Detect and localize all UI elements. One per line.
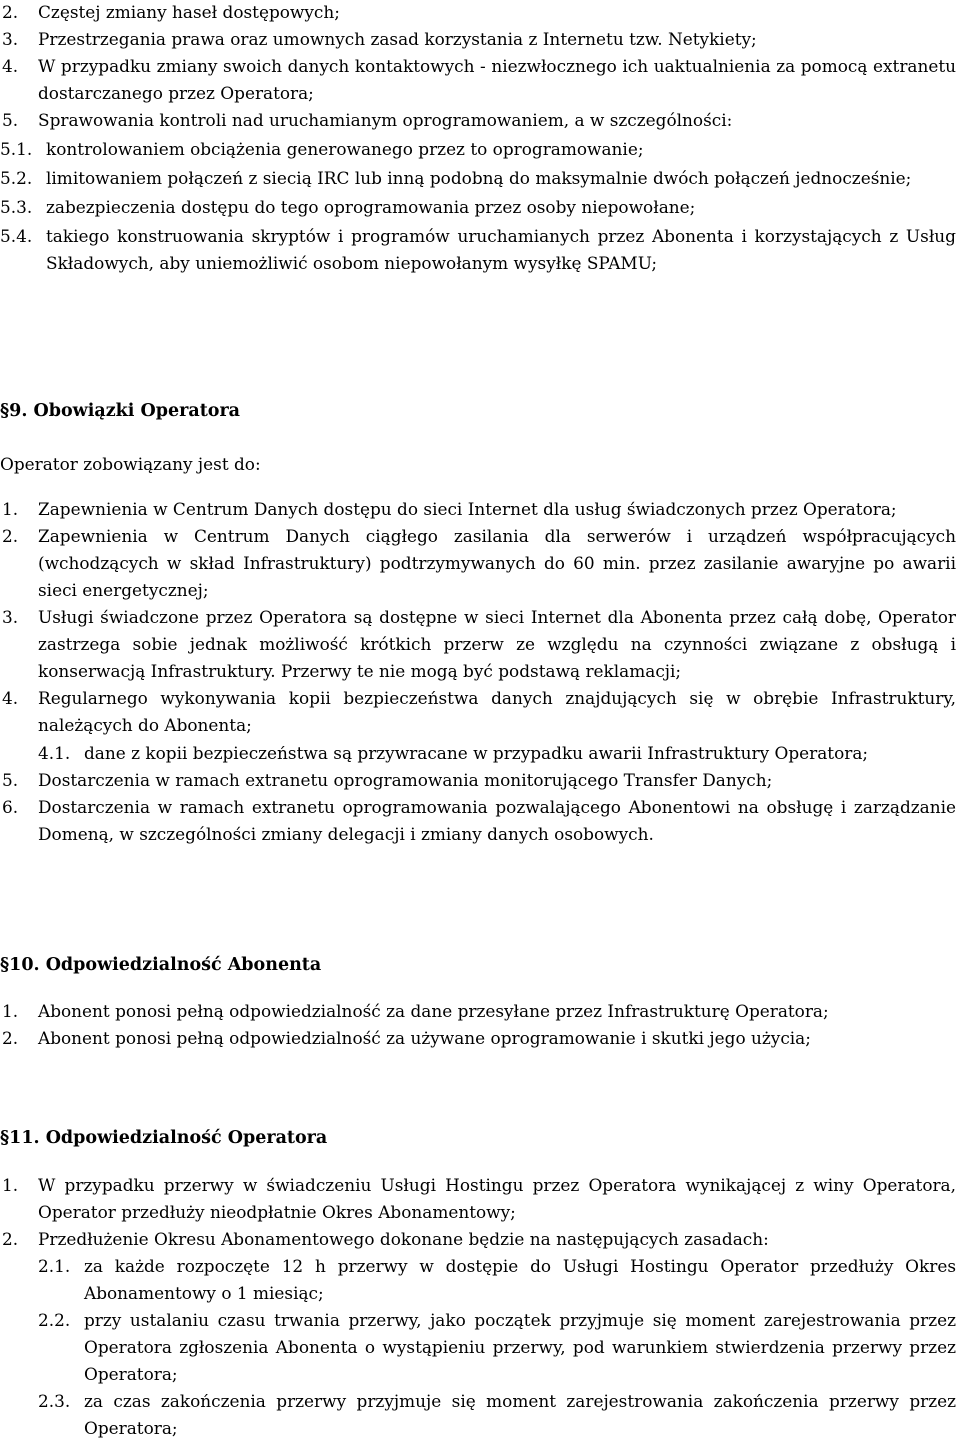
section-heading: §10. Odpowiedzialność Abonenta	[0, 955, 322, 975]
list-item	[0, 998, 956, 1025]
list-item	[0, 523, 956, 604]
sublist-text: dane z kopii bezpieczeństwa są przywracane w przypadku awarii Infrastruktury Operatora;	[84, 743, 869, 763]
list-text: Częstej zmiany haseł dostępowych;	[38, 2, 340, 22]
sublist-number: 5.2.	[0, 168, 33, 188]
sublist-item	[0, 194, 956, 221]
list-item	[0, 1025, 956, 1052]
list-text: Regularnego wykonywania kopii bezpieczeństwa danych znajdujących się w obrębie Infrastruktury, należących do Abonenta;	[38, 688, 956, 735]
list-number: 2.	[2, 1028, 19, 1048]
sublist-number: 4.1.	[38, 743, 71, 763]
sublist-number: 2.2.	[38, 1310, 71, 1330]
sublist-text: zabezpieczenia dostępu do tego oprogramowania przez osoby niepowołane;	[46, 197, 696, 217]
list-number: 2.	[2, 1229, 19, 1249]
sublist-item	[0, 136, 956, 163]
sublist-item	[0, 1388, 956, 1442]
list-number: 1.	[2, 1175, 19, 1195]
list-item	[0, 604, 956, 685]
list-number: 5.	[2, 110, 19, 130]
list-item	[0, 1172, 956, 1226]
sublist-item	[0, 740, 956, 767]
list-item	[0, 0, 956, 26]
list-text: Dostarczenia w ramach extranetu oprogramowania pozwalającego Abonentowi na obsługę i zarządzanie Domeną, w szczególności zmiany delegacji i zmiany danych osobowych.	[38, 797, 956, 844]
list-text: W przypadku zmiany swoich danych kontaktowych - niezwłocznego ich uaktualnienia za pomocą extranetu dostarczanego przez Operatora;	[38, 56, 956, 103]
section10-list	[0, 998, 956, 1052]
list-item	[0, 794, 956, 848]
list-text: Abonent ponosi pełną odpowiedzialność za dane przesyłane przez Infrastrukturę Operatora;	[38, 1001, 829, 1021]
sublist-number: 5.1.	[0, 139, 33, 159]
list-text: Usługi świadczone przez Operatora są dostępne w sieci Internet dla Abonenta przez całą dobę, Operator zastrzega sobie jednak możliwość krótkich przerw ze względu na czynności związane z obsługą i konserwacją Infrastruktury. Przerwy te nie mogą być podstawą reklamacji;	[38, 607, 956, 681]
list-number: 4.	[2, 56, 19, 76]
list-number: 5.	[2, 770, 19, 790]
section-heading: §11. Odpowiedzialność Operatora	[0, 1128, 328, 1148]
sublist-text: za czas zakończenia przerwy przyjmuje się moment zarejestrowania zakończenia przerwy przez Operatora;	[84, 1391, 956, 1438]
sublist-number: 2.1.	[38, 1256, 71, 1276]
section-heading: §9. Obowiązki Operatora	[0, 401, 241, 421]
sublist-number: 5.3.	[0, 197, 33, 217]
list-number: 1.	[2, 499, 19, 519]
top-list	[0, 0, 956, 134]
top-sublist	[0, 136, 956, 277]
section11-list	[0, 1172, 956, 1442]
list-text: Abonent ponosi pełną odpowiedzialność za używane oprogramowanie i skutki jego użycia;	[38, 1028, 811, 1048]
list-text: W przypadku przerwy w świadczeniu Usługi Hostingu przez Operatora wynikającej z winy Operatora, Operator przedłuży nieodpłatnie Okres Abonamentowy;	[38, 1175, 956, 1222]
list-item	[0, 107, 956, 134]
list-number: 3.	[2, 607, 19, 627]
list-item	[0, 767, 956, 794]
sublist-item	[0, 223, 956, 277]
list-text: Dostarczenia w ramach extranetu oprogramowania monitorującego Transfer Danych;	[38, 770, 773, 790]
list-item	[0, 496, 956, 523]
list-text: Zapewnienia w Centrum Danych dostępu do sieci Internet dla usług świadczonych przez Operatora;	[38, 499, 897, 519]
list-text: Przestrzegania prawa oraz umownych zasad korzystania z Internetu tzw. Netykiety;	[38, 29, 757, 49]
list-number: 6.	[2, 797, 19, 817]
sublist-text: kontrolowaniem obciążenia generowanego przez to oprogramowanie;	[46, 139, 644, 159]
list-number: 2.	[2, 2, 19, 22]
list-number: 1.	[2, 1001, 19, 1021]
list-text: Sprawowania kontroli nad uruchamianym oprogramowaniem, a w szczególności:	[38, 110, 733, 130]
sublist-number: 5.4.	[0, 226, 33, 246]
list-item	[0, 26, 956, 53]
section-intro: Operator zobowiązany jest do:	[0, 454, 261, 474]
list-number: 3.	[2, 29, 19, 49]
list-text: Zapewnienia w Centrum Danych ciągłego zasilania dla serwerów i urządzeń współpracujących (wchodzących w skład Infrastruktury) podtrzymywanych do 60 min. przez zasilanie awaryjne po awarii sieci energetycznej;	[38, 526, 956, 600]
sublist-text: za każde rozpoczęte 12 h przerwy w dostępie do Usługi Hostingu Operator przedłuży Okres Abonamentowy o 1 miesiąc;	[84, 1256, 956, 1303]
sublist-item	[0, 1253, 956, 1307]
sublist-item	[0, 165, 956, 192]
sublist-text: takiego konstruowania skryptów i programów uruchamianych przez Abonenta i korzystających z Usług Składowych, aby uniemożliwić osobom niepowołanym wysyłkę SPAMU;	[46, 226, 956, 273]
list-text: Przedłużenie Okresu Abonamentowego dokonane będzie na następujących zasadach:	[38, 1229, 769, 1249]
sublist-number: 2.3.	[38, 1391, 71, 1411]
section9-list	[0, 496, 956, 848]
sublist-text: limitowaniem połączeń z siecią IRC lub inną podobną do maksymalnie dwóch połączeń jednocześnie;	[46, 168, 912, 188]
list-item	[0, 1226, 956, 1253]
list-number: 2.	[2, 526, 19, 546]
list-item	[0, 53, 956, 107]
sublist-item	[0, 1307, 956, 1388]
list-item	[0, 685, 956, 739]
sublist-text: przy ustalaniu czasu trwania przerwy, jako początek przyjmuje się moment zarejestrowania przez Operatora zgłoszenia Abonenta o wystąpieniu przerwy, pod warunkiem stwierdzenia przerwy przez Operatora;	[84, 1310, 956, 1384]
list-number: 4.	[2, 688, 19, 708]
